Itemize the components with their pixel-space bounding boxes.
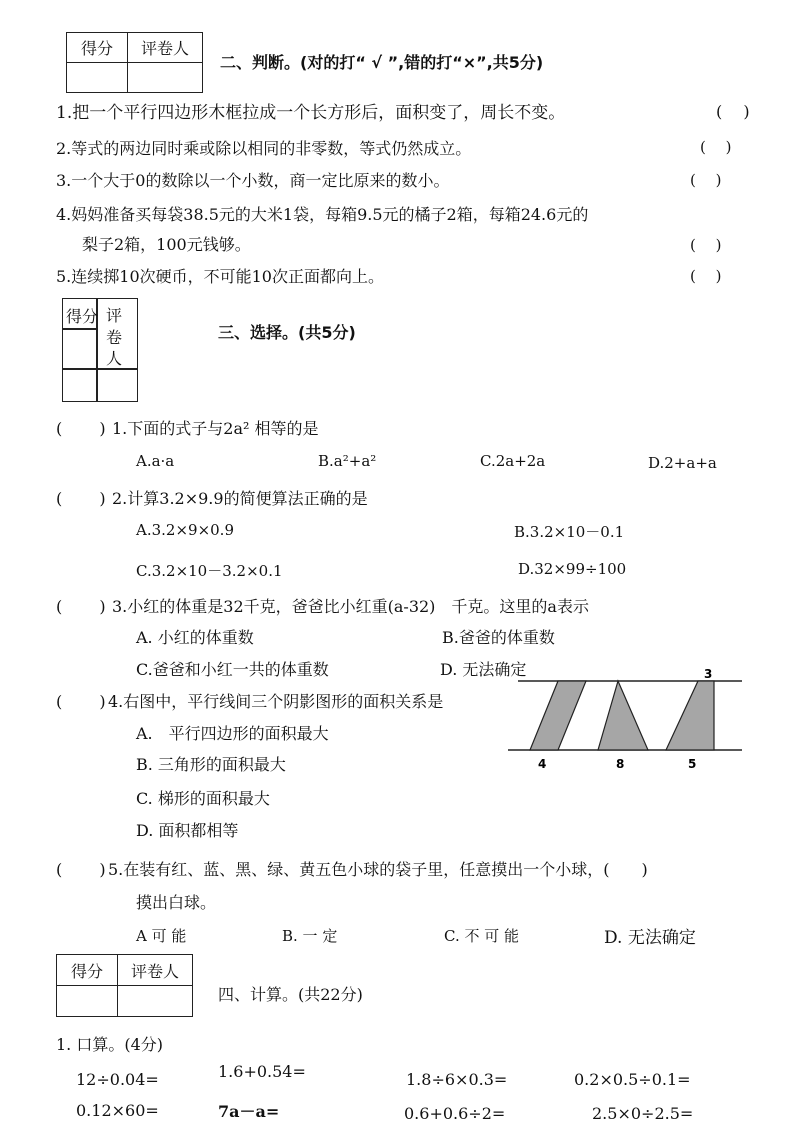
score-label-3: 得分 [57,955,118,986]
judge-paren-2[interactable]: ( ) [700,138,732,156]
calc-1-2[interactable]: 1.6+0.54= [218,1062,306,1081]
q5-option-b[interactable]: B. 一 定 [282,927,338,945]
label-top: 3 [704,667,713,681]
q4-option-a[interactable]: A. 平行四边形的面积最大 [136,724,329,743]
score-label: 得分 [67,33,128,63]
q1-option-b[interactable]: B.a²+a² [318,452,377,470]
choice-paren-1[interactable]: ( ) [56,419,106,438]
q4-option-b[interactable]: B. 三角形的面积最大 [136,755,286,774]
grader-cell-3[interactable] [118,986,193,1017]
choice-paren-2[interactable]: ( ) [56,489,106,508]
judge-paren-3[interactable]: ( ) [690,171,722,189]
q2-stem: 2.计算3.2×9.9的简便算法正确的是 [112,489,368,508]
parallel-lines-figure [508,664,746,776]
q5-option-d[interactable]: D. 无法确定 [604,928,696,948]
section3-title: 三、选择。(共5分) [218,323,356,342]
score-label-2: 得分 [66,307,99,326]
judge-item-4: 4.妈妈准备买每袋38.5元的大米1袋，每箱9.5元的橘子2箱，每箱24.6元的 [56,205,589,224]
q3-option-a[interactable]: A. 小红的体重数 [136,628,254,647]
calc-1-4[interactable]: 0.2×0.5÷0.1= [574,1070,691,1089]
q2-option-d[interactable]: D.32×99÷100 [518,560,627,578]
score-cell[interactable] [67,63,128,93]
section4-title: 四、计算。(共22分) [218,985,363,1004]
shaded-trapezoid [666,681,714,750]
q5-stem-line2: 摸出白球。 [136,893,217,912]
grader-label-2c: 人 [106,349,123,368]
choice-paren-5[interactable]: ( ) [56,860,106,879]
section2-title: 二、判断。(对的打“ √ ”,错的打“×”,共5分) [220,53,544,72]
grader-label-2b: 卷 [106,328,123,347]
judge-item-2: 2.等式的两边同时乘或除以相同的非零数，等式仍然成立。 [56,139,472,158]
shaded-triangle [598,681,648,750]
q2-option-a[interactable]: A.3.2×9×0.9 [136,521,234,539]
label-b2: 8 [616,757,625,771]
q3-stem: 3.小红的体重是32千克，爸爸比小红重(a-32) 千克。这里的a表示 [112,597,589,616]
q3-option-c[interactable]: C.爸爸和小红一共的体重数 [136,660,329,679]
judge-item-1: 1.把一个平行四边形木框拉成一个长方形后，面积变了，周长不变。 [56,103,566,123]
score-cell-3[interactable] [57,986,118,1017]
judge-paren-4[interactable]: ( ) [690,236,722,254]
label-b1: 4 [538,757,547,771]
score-box-1 [66,32,203,93]
q4-stem: 4.右图中，平行线间三个阴影图形的面积关系是 [108,692,444,711]
q3-option-b[interactable]: B.爸爸的体重数 [442,628,555,647]
calc-2-3[interactable]: 0.6+0.6÷2= [404,1104,506,1123]
calc-2-4[interactable]: 2.5×0÷2.5= [592,1104,694,1123]
q2-option-b[interactable]: B.3.2×10－0.1 [514,523,625,541]
judge-item-5: 5.连续掷10次硬币，不可能10次正面都向上。 [56,267,384,286]
label-b3: 5 [688,757,697,771]
q3-option-d[interactable]: D. 无法确定 [440,660,527,679]
shaded-parallelogram [530,681,586,750]
oral-calc-title: 1. 口算。(4分) [56,1035,164,1054]
choice-paren-3[interactable]: ( ) [56,597,106,616]
q5-stem: 5.在装有红、蓝、黑、绿、黄五色小球的袋子里，任意摸出一个小球，( ) [108,860,648,879]
q4-option-c[interactable]: C. 梯形的面积最大 [136,789,270,808]
calc-2-1[interactable]: 0.12×60= [76,1101,159,1120]
choice-paren-4[interactable]: ( ) [56,692,106,711]
judge-paren-1[interactable]: ( ) [716,102,750,121]
judge-item-3: 3.一个大于0的数除以一个小数，商一定比原来的数小。 [56,171,450,190]
calc-2-2[interactable]: 7a－a= [218,1102,280,1121]
q4-option-d[interactable]: D. 面积都相等 [136,821,239,840]
calc-1-3[interactable]: 1.8÷6×0.3= [406,1070,508,1089]
grader-label: 评卷人 [128,33,203,63]
q1-stem: 1.下面的式子与2a² 相等的是 [112,419,319,438]
grader-label-2a: 评 [106,306,123,325]
score-box-2 [62,298,138,402]
q5-option-a[interactable]: A 可 能 [136,927,187,945]
q1-option-a[interactable]: A.a·a [136,452,175,470]
score-box-3 [56,954,193,1017]
grader-label-3: 评卷人 [118,955,193,986]
q2-option-c[interactable]: C.3.2×10－3.2×0.1 [136,562,283,580]
judge-item-4-line2: 梨子2箱，100元钱够。 [82,235,251,254]
q5-option-c[interactable]: C. 不 可 能 [444,927,520,945]
q1-option-c[interactable]: C.2a+2a [480,452,546,470]
q1-option-d[interactable]: D.2+a+a [648,454,717,472]
grader-cell[interactable] [128,63,203,93]
judge-paren-5[interactable]: ( ) [690,267,722,285]
calc-1-1[interactable]: 12÷0.04= [76,1070,159,1089]
